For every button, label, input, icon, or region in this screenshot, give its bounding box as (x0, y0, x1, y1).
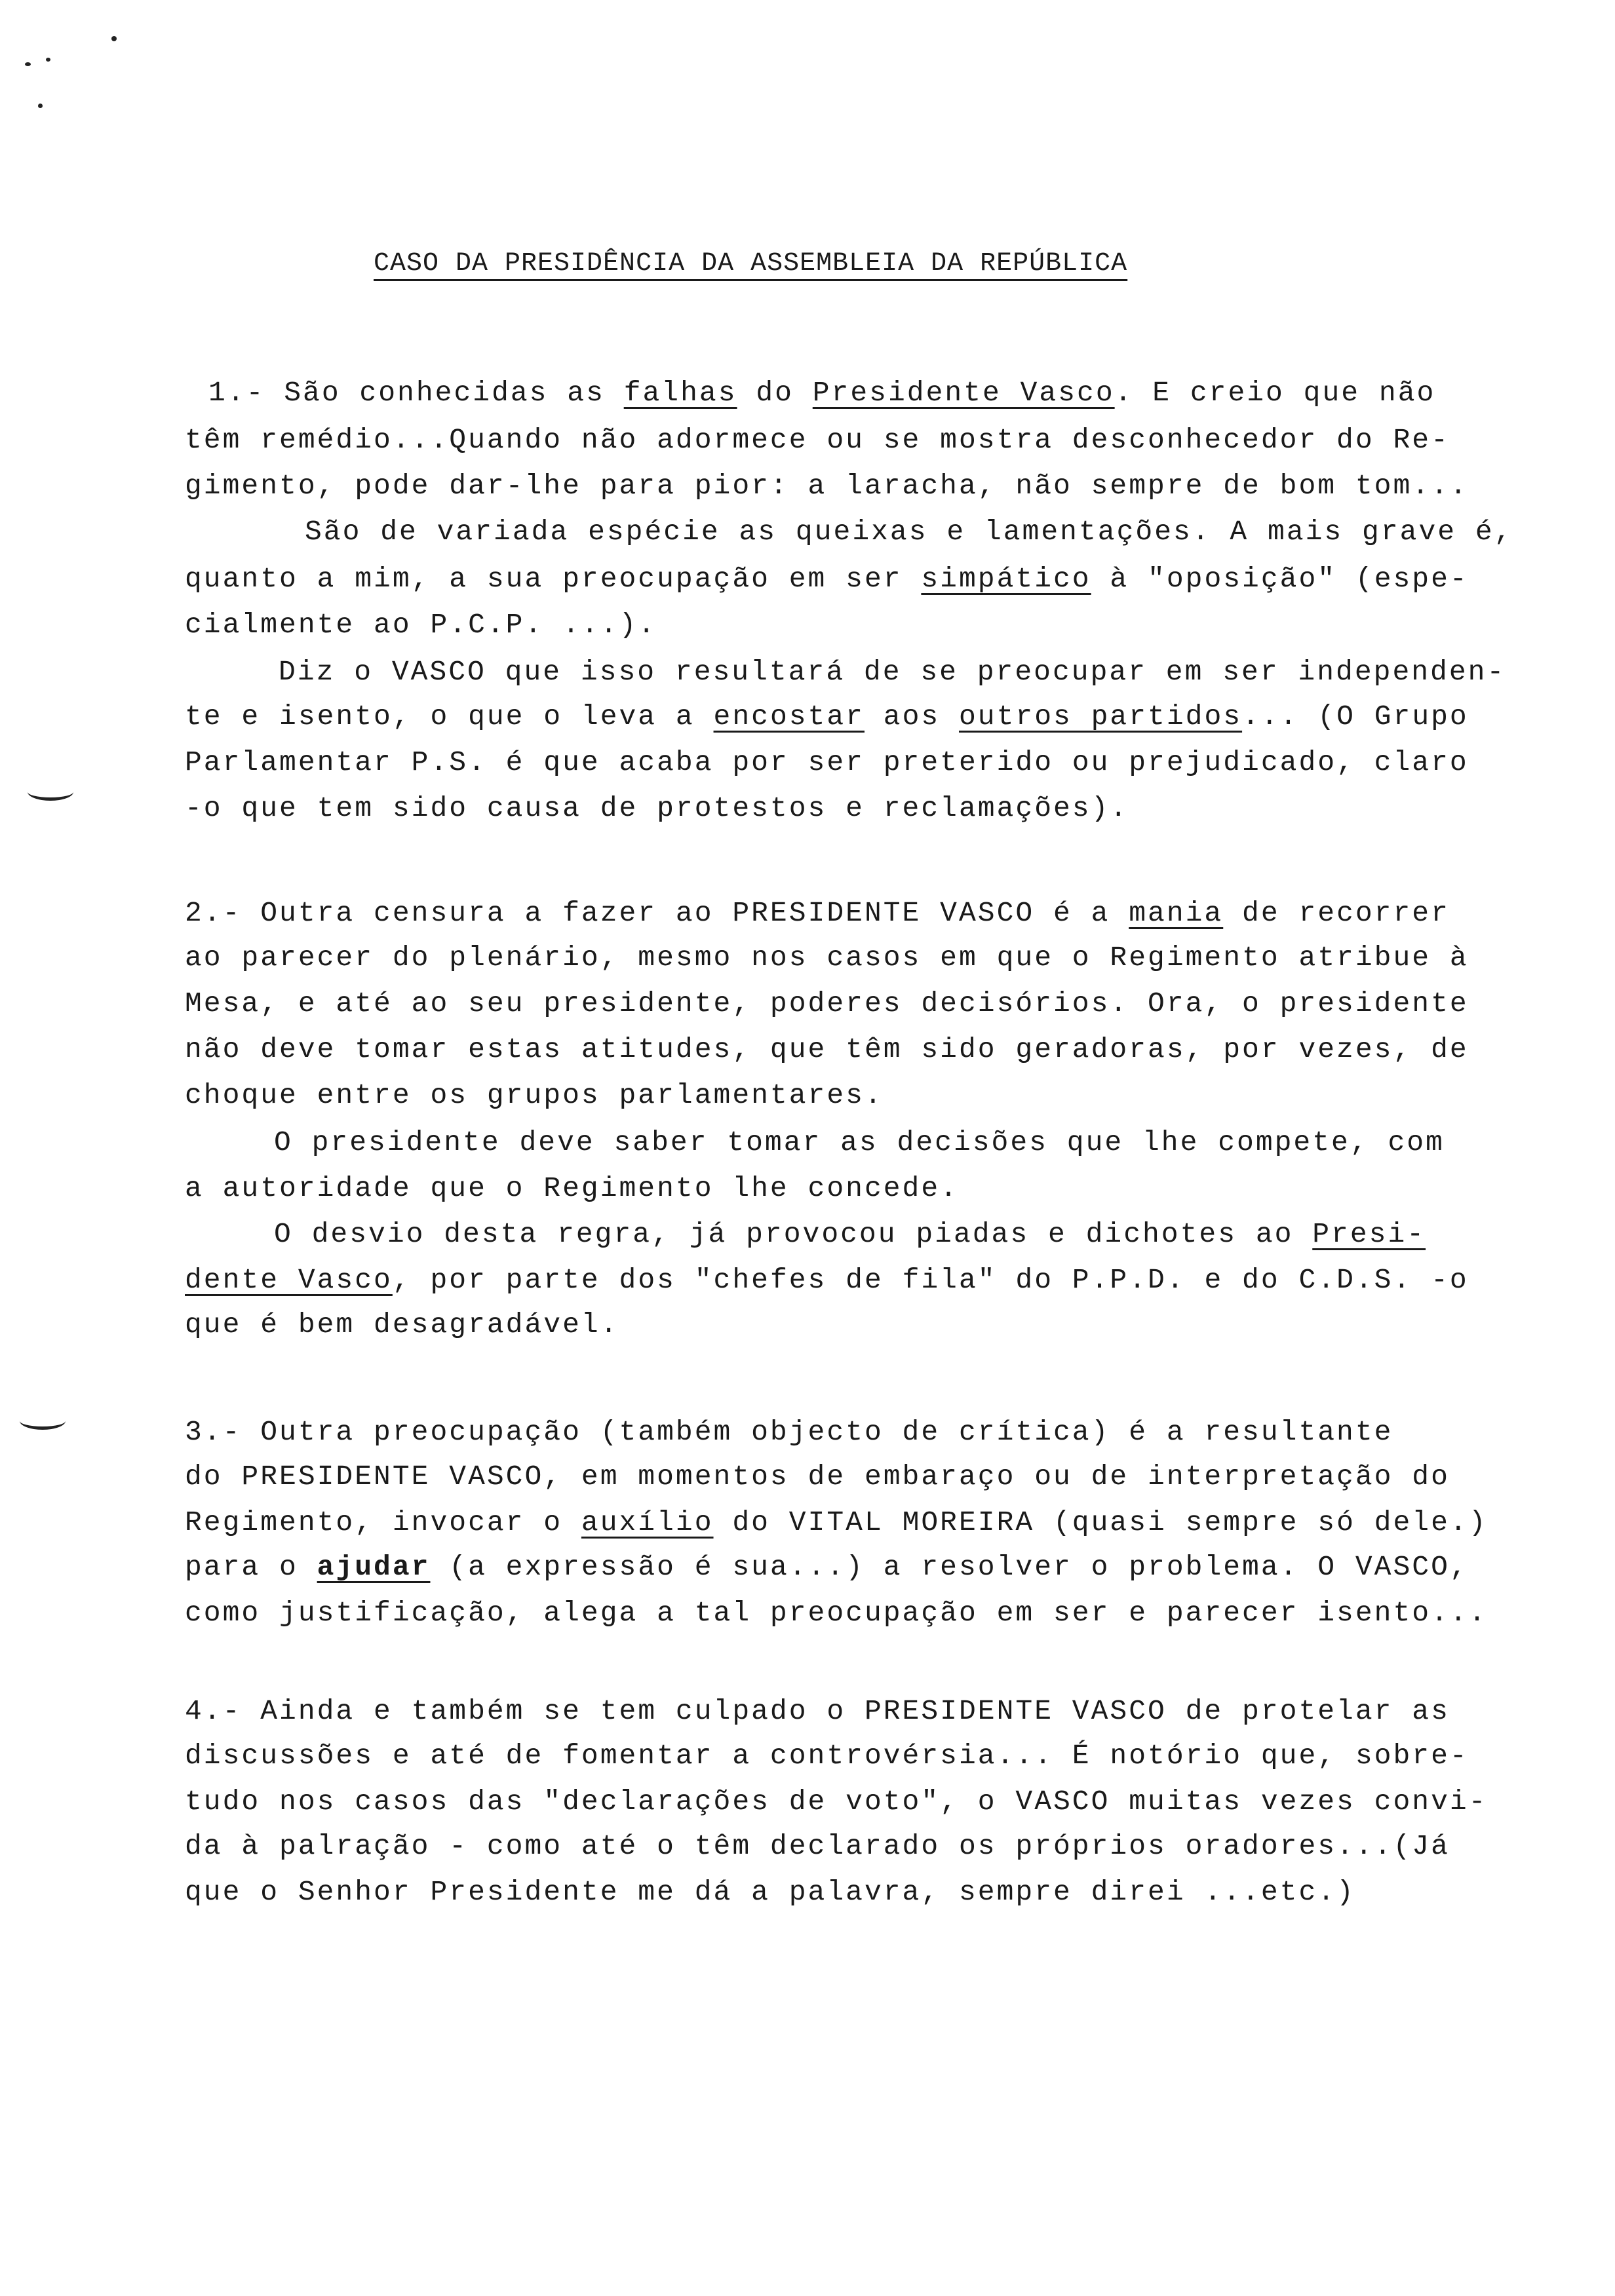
text-segment: de recorrer (1223, 897, 1450, 929)
document-line (185, 944, 1469, 972)
text-segment: do PRESIDENTE VASCO, em momentos de embaraço ou de interpretação do (185, 1461, 1450, 1493)
text-segment: como justificação, alega a tal preocupação em ser e parecer isento... (185, 1597, 1488, 1629)
document-line (185, 1266, 1469, 1294)
document-line (185, 989, 1469, 1018)
document-line (185, 1742, 1469, 1770)
text-segment: Regimento, invocar o (185, 1506, 581, 1539)
document-line (185, 426, 1450, 454)
text-segment: tudo nos casos das "declarações de voto", o VASCO muitas vezes convi- (185, 1786, 1488, 1818)
scan-speck (25, 62, 31, 66)
text-segment: . E creio que não (1114, 377, 1436, 409)
text-segment: , por parte dos "chefes de fila" do P.P.D. e do C.D.S. -o (392, 1264, 1469, 1296)
document-line (185, 1035, 1469, 1063)
underlined-text: dente Vasco (185, 1264, 393, 1296)
text-segment: cialmente ao P.C.P. ...). (185, 609, 657, 641)
document-line (185, 1553, 1469, 1581)
underlined-text: encostar (713, 700, 865, 733)
text-segment: têm remédio...Quando não adormece ou se mostra desconhecedor do Re- (185, 424, 1450, 456)
margin-bracket-mark (20, 1412, 66, 1430)
text-segment: 1.- São conhecidas as (208, 377, 624, 409)
document-line (185, 1878, 1355, 1906)
scan-speck (111, 36, 117, 41)
document-line (185, 899, 1450, 927)
text-segment: 4.- Ainda e também se tem culpado o PRESIDENTE VASCO de protelar as (185, 1695, 1450, 1727)
text-segment: O presidente deve saber tomar as decisões que lhe compete, com (274, 1126, 1445, 1158)
underlined-text: outros partidos (959, 700, 1243, 733)
document-line (185, 565, 1469, 593)
text-segment: discussões e até de fomentar a controvérsia... É notório que, sobre- (185, 1740, 1469, 1772)
underlined-text: mania (1129, 897, 1224, 929)
scan-speck (38, 104, 43, 108)
document-line (274, 1220, 1426, 1248)
text-segment: (a expressão é sua...) a resolver o problema. O VASCO, (430, 1551, 1469, 1583)
text-segment: -o que tem sido causa de protestos e reclamações). (185, 792, 1129, 824)
text-segment: que é bem desagradável. (185, 1309, 619, 1341)
document-line (208, 379, 1435, 407)
text-segment: ao parecer do plenário, mesmo nos casos em que o Regimento atribue à (185, 942, 1469, 974)
text-segment: a autoridade que o Regimento lhe concede. (185, 1172, 959, 1204)
text-segment: quanto a mim, a sua preocupação em ser (185, 563, 922, 595)
underlined-text: Presi- (1312, 1218, 1426, 1250)
document-line (185, 748, 1469, 776)
text-segment: 3.- Outra preocupação (também objecto de crítica) é a resultante (185, 1416, 1393, 1448)
text-segment: O desvio desta regra, já provocou piadas e dichotes ao (274, 1218, 1313, 1250)
document-line (274, 1128, 1445, 1157)
text-segment: 2.- Outra censura a fazer ao PRESIDENTE VASCO é a (185, 897, 1129, 929)
scan-speck (46, 58, 50, 62)
document-line (185, 1311, 619, 1339)
text-segment: do (737, 377, 813, 409)
document-line (185, 472, 1469, 500)
underlined-text: auxílio (581, 1506, 714, 1539)
text-segment: São de variada espécie as queixas e lamentações. A mais grave é, (305, 516, 1513, 548)
document-line (185, 1418, 1393, 1446)
document-line (185, 1599, 1488, 1627)
document-line (185, 794, 1129, 822)
text-segment: Parlamentar P.S. é que acaba por ser preterido ou prejudicado, claro (185, 746, 1469, 778)
document-line (185, 1508, 1488, 1537)
document-title: CASO DA PRESIDÊNCIA DA ASSEMBLEIA DA REPÚBLICA (374, 249, 1128, 278)
document-line (185, 1081, 884, 1109)
text-segment: aos (864, 700, 959, 733)
document-line (279, 658, 1506, 686)
text-segment: que o Senhor Presidente me dá a palavra, sempre direi ...etc.) (185, 1876, 1355, 1908)
document-line (305, 518, 1513, 546)
text-segment: à "oposição" (espe- (1091, 563, 1469, 595)
document-line (185, 1174, 959, 1202)
text-segment: para o (185, 1551, 317, 1583)
document-line (185, 1697, 1450, 1725)
underlined-text: simpático (921, 563, 1091, 595)
underlined-text: falhas (623, 377, 737, 409)
text-segment: te e isento, o que o leva a (185, 700, 714, 733)
text-segment: da à palração - como até o têm declarado os próprios oradores...(Já (185, 1830, 1450, 1862)
text-segment: não deve tomar estas atitudes, que têm sido geradoras, por vezes, de (185, 1033, 1469, 1065)
document-line (185, 1463, 1450, 1491)
document-line (185, 702, 1469, 731)
text-segment: choque entre os grupos parlamentares. (185, 1079, 884, 1111)
margin-bracket-mark (28, 783, 73, 801)
underlined-text: Presidente Vasco (812, 377, 1115, 409)
text-segment: Diz o VASCO que isso resultará de se preocupar em ser independen- (279, 656, 1506, 688)
document-line (185, 1788, 1488, 1816)
text-segment: ... (O Grupo (1242, 700, 1469, 733)
document-line (185, 611, 657, 639)
text-segment: do VITAL MOREIRA (quasi sempre só dele.) (713, 1506, 1488, 1539)
underlined-text: ajudar (317, 1551, 431, 1583)
text-segment: Mesa, e até ao seu presidente, poderes decisórios. Ora, o presidente (185, 987, 1469, 1020)
text-segment: gimento, pode dar-lhe para pior: a laracha, não sempre de bom tom... (185, 470, 1469, 502)
document-line (185, 1832, 1450, 1860)
